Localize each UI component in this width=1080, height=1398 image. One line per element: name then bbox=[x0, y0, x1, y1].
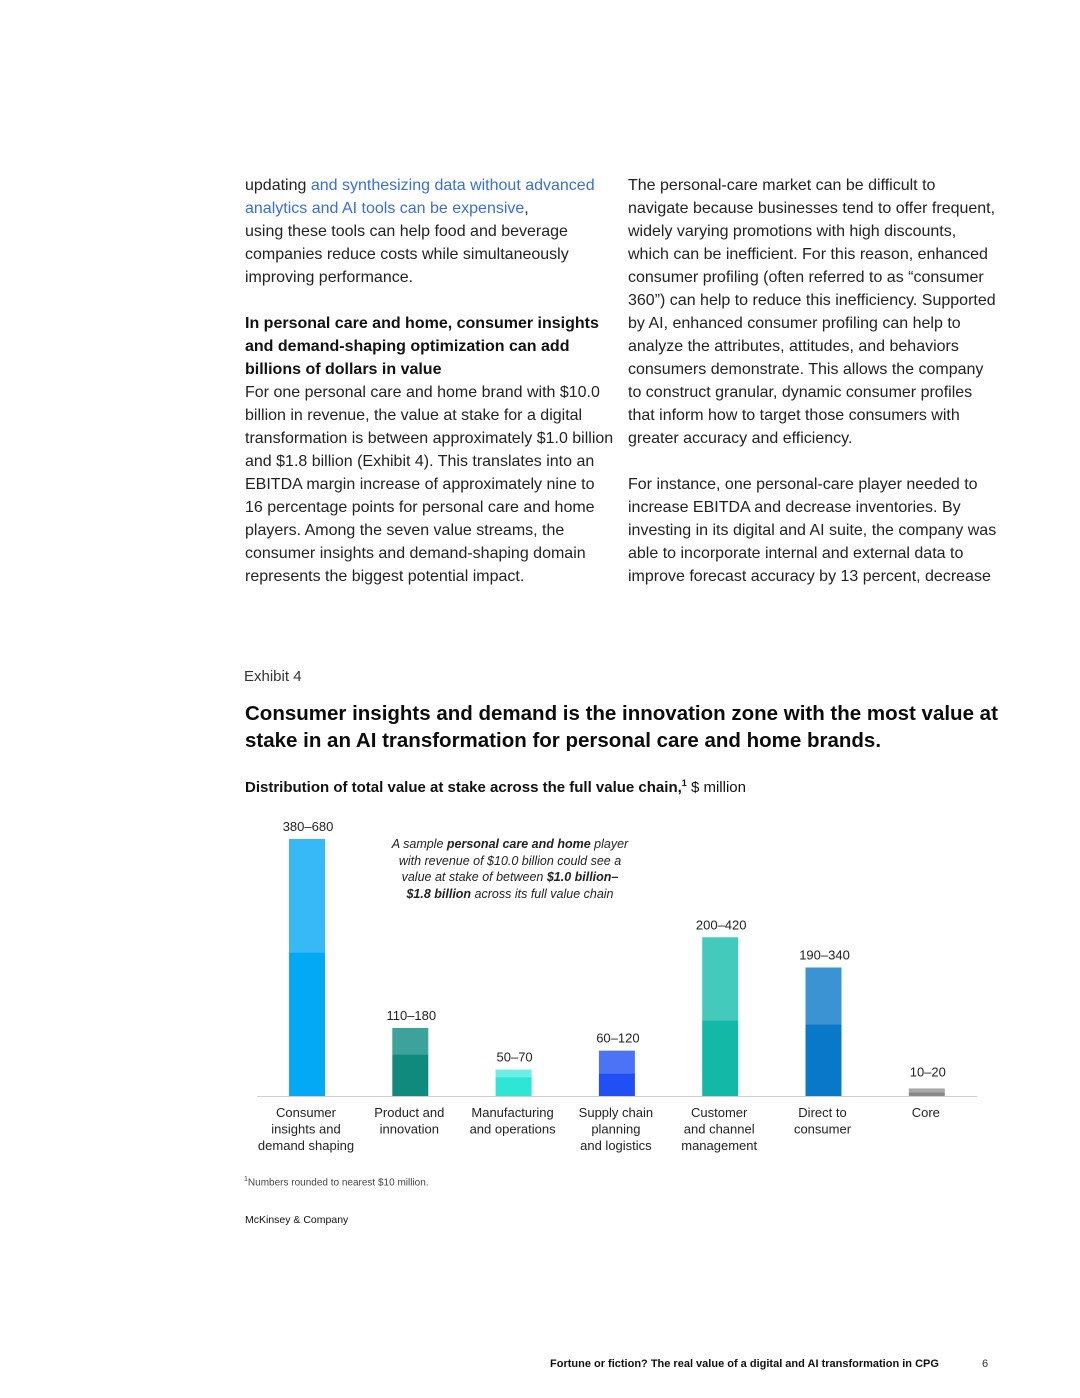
bar-low-segment bbox=[392, 1054, 428, 1096]
category-tick-label: management bbox=[681, 1138, 758, 1153]
left-paragraph-2: For one personal care and home brand with $10.0 billion in revenue, the value at stake for a digital transformation is between approximately $1.0 billion and $1.8 billion (Exhibit 4). This translates into an EBITDA margin increase of approximately nine to 16 percentage points for personal care and home players. Among the seven value streams, the consumer insights and demand-shaping domain represents the biggest potential impact. bbox=[245, 384, 614, 585]
bar-low-segment bbox=[702, 1020, 738, 1096]
footnote bbox=[244, 1176, 429, 1188]
bar-value-label: 200–420 bbox=[695, 917, 747, 933]
footnote-marker: 1 bbox=[681, 778, 687, 788]
right-paragraph-2: For instance, one personal-care player needed to increase EBITDA and decrease inventories. By investing in its digital and AI suite, the company was able to incorporate internal and external data to improve forecast accuracy by 13 percent, decrease bbox=[628, 476, 997, 585]
category-tick-label: and operations bbox=[469, 1121, 556, 1137]
right-column bbox=[628, 174, 1000, 588]
bar-high-segment bbox=[496, 1070, 532, 1078]
bar-high-segment bbox=[806, 968, 842, 1025]
chart-callout bbox=[390, 836, 630, 902]
callout-text: across its full value chain bbox=[471, 886, 614, 901]
left-column bbox=[245, 174, 615, 588]
chart-subtitle bbox=[245, 778, 746, 796]
bar-value-label: 380–680 bbox=[282, 819, 334, 834]
bar-high-segment bbox=[909, 1088, 945, 1092]
category-tick-label: and channel bbox=[683, 1121, 755, 1137]
callout-bold: $1.0 billion–$1.8 billion bbox=[406, 870, 619, 901]
bar-low-segment bbox=[806, 1024, 842, 1096]
bar-value-label: 190–340 bbox=[799, 947, 850, 963]
bar-value-label: 60–120 bbox=[596, 1030, 640, 1046]
callout-bold: personal care and home bbox=[446, 837, 591, 851]
category-tick-label: Supply chain bbox=[578, 1105, 654, 1120]
bar-high-segment bbox=[702, 937, 738, 1020]
page-number: 6 bbox=[982, 1358, 989, 1370]
inline-link[interactable]: and synthesizing data without advanced analytics and AI tools can be expensive bbox=[245, 177, 595, 217]
category-tick-label: Consumer bbox=[276, 1105, 336, 1120]
bar-low-segment bbox=[496, 1077, 532, 1096]
left-paragraph-1 bbox=[245, 174, 615, 289]
bar-high-segment bbox=[289, 839, 325, 952]
bar-low-segment bbox=[909, 1092, 945, 1096]
footnote-sup: 1 bbox=[244, 1176, 248, 1183]
category-tick-label: Direct to bbox=[798, 1105, 847, 1120]
bar-value-label: 50–70 bbox=[496, 1049, 533, 1065]
category-tick-label: innovation bbox=[379, 1121, 439, 1137]
bar-low-segment bbox=[289, 952, 325, 1096]
category-tick-label: and logistics bbox=[580, 1138, 652, 1153]
bar-low-segment bbox=[599, 1073, 635, 1096]
callout-text: player with revenue of $10.0 billion could see a value at stake of between bbox=[398, 837, 629, 884]
chart-subtitle-bold: Distribution of total value at stake across the full value chain, bbox=[245, 779, 682, 796]
section-heading: In personal care and home, consumer insights and demand-shaping optimization can add billions of dollars in value bbox=[245, 315, 599, 378]
bar-value-label: 110–180 bbox=[386, 1007, 437, 1023]
category-tick-label: planning bbox=[591, 1121, 641, 1137]
source-credit: McKinsey & Company bbox=[245, 1214, 349, 1226]
category-tick-label: Product and bbox=[374, 1105, 445, 1120]
bar-high-segment bbox=[392, 1028, 428, 1054]
footnote-text: Numbers rounded to nearest $10 million. bbox=[247, 1177, 429, 1189]
running-title: Fortune or fiction? The real value of a digital and AI transformation in CPG bbox=[550, 1358, 939, 1370]
chart-unit: $ million bbox=[686, 779, 746, 796]
text-span: , bbox=[524, 200, 529, 217]
text-span: updating bbox=[245, 177, 311, 194]
exhibit-label: Exhibit 4 bbox=[244, 668, 302, 685]
category-tick-label: Core bbox=[911, 1105, 940, 1120]
category-tick-label: Customer bbox=[691, 1105, 748, 1120]
exhibit-title: Consumer insights and demand is the innovation zone with the most value at stake in an AI transformation for personal care and home brands. bbox=[245, 702, 998, 752]
callout-text: A sample bbox=[391, 837, 447, 851]
category-tick-label: Manufacturing bbox=[471, 1105, 554, 1120]
category-tick-label: consumer bbox=[793, 1121, 852, 1137]
category-tick-label: insights and bbox=[271, 1121, 341, 1137]
bar-high-segment bbox=[599, 1051, 635, 1074]
category-tick-label: demand shaping bbox=[257, 1138, 355, 1153]
right-paragraph-1: The personal-care market can be difficult to navigate because businesses tend to offer frequent, widely varying promotions with high discounts, which can be inefficient. For this reason, enhanced consumer profiling (often referred to as “consumer 360”) can help to reduce this inefficiency. Supported by AI, enhanced consumer profiling can help to analyze the attributes, attitudes, and behaviors consumers demonstrate. This allows the company to construct granular, dynamic consumer profiles that inform how to target those consumers with greater accuracy and efficiency. bbox=[628, 177, 996, 447]
bar-value-label: 10–20 bbox=[909, 1064, 946, 1080]
text-span: using these tools can help food and beverage companies reduce costs while simultaneously improving performance. bbox=[245, 223, 569, 286]
